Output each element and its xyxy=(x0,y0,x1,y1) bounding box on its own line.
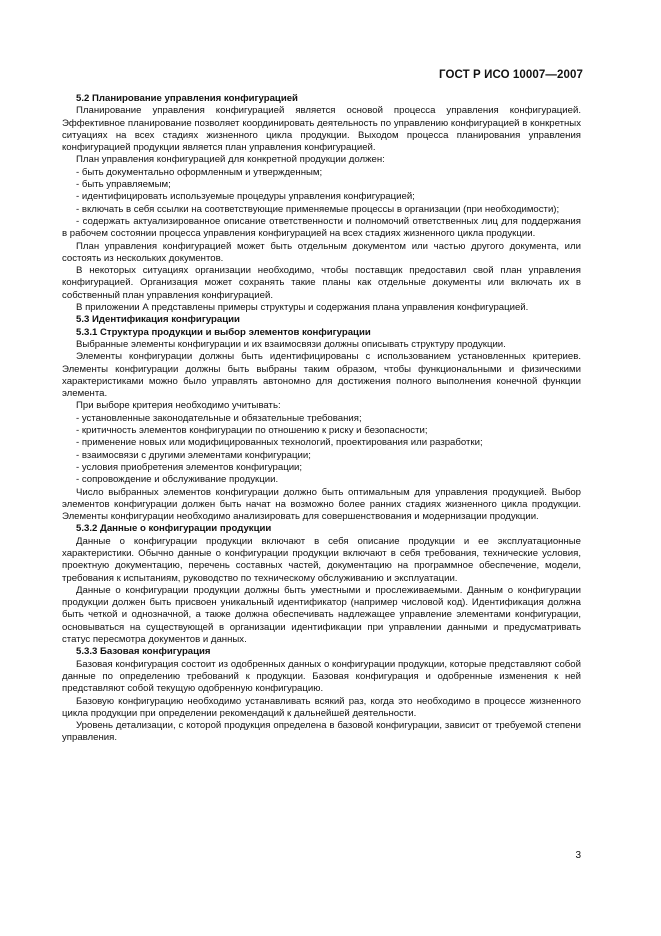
paragraph: - критичность элементов конфигурации по отношению к риску и безопасности; xyxy=(76,425,428,437)
paragraph: - быть управляемым; xyxy=(76,179,171,191)
paragraph: - включать в себя ссылки на соответствующие применяемые процессы в организации (при необходимости); xyxy=(76,203,560,215)
document-code: ГОСТ Р ИСО 10007—2007 xyxy=(438,69,583,81)
section-heading: 5.3.1 Структура продукции и выбор элементов конфигурации xyxy=(76,326,371,338)
paragraph: - быть документально оформленным и утвержденным; xyxy=(76,166,323,178)
section-heading: 5.3.2 Данные о конфигурации продукции xyxy=(76,523,272,535)
paragraph: Уровень детализации, с которой продукция определена в базовой конфигурации, зависит от требуемой степени управления. xyxy=(62,720,581,744)
page-number: 3 xyxy=(575,850,581,861)
paragraph: Данные о конфигурации продукции должны быть уместными и прослеживаемыми. Данным о конфигурации продукции должен быть присвоен уникальный идентификатор (например числовой код). Идентификация должна быть четкой и однозначной, а также должна обеспечивать надлежащее управление элементами конфигурации, основываться на существующей в организации идентификации при управлении данными и предусматривать статус пересмотра документов и данных. xyxy=(62,584,581,646)
paragraph: - установленные законодательные и обязательные требования; xyxy=(76,412,362,424)
paragraph: Базовую конфигурацию необходимо устанавливать всякий раз, когда это необходимо в процессе жизненного цикла продукции при определении рекомендаций к дальнейшей деятельности. xyxy=(62,695,581,719)
paragraph: При выборе критерия необходимо учитывать: xyxy=(76,400,281,412)
paragraph: - содержать актуализированное описание ответственности и полномочий ответственных лиц для поддержания в рабочем состоянии процесса управления конфигурацией на всех стадиях жизненного цикла продукции. xyxy=(62,215,581,240)
paragraph: Планирование управления конфигурацией является основой процесса управления конфигурацией. Эффективное планирование позволяет координировать деятельность по управлению конфигурацией в конкретных ситуациях на всех стадиях жизненного цикла продукции. Выходом процесса планирования управления конфигурацией продукции является план управления конфигурацией. xyxy=(62,105,581,154)
paragraph: - взаимосвязи с другими элементами конфигурации; xyxy=(76,449,311,461)
paragraph: - сопровождение и обслуживание продукции. xyxy=(76,474,279,486)
paragraph: Элементы конфигурации должны быть идентифицированы с использованием установленных критериев. Элементы конфигурации должны быть выбраны таким образом, чтобы функциональными и физическими характеристиками можно было управлять автономно для достижения полного выполнения конечной функции элемента. xyxy=(62,351,581,400)
document-body xyxy=(62,93,581,745)
paragraph: - применение новых или модифицированных технологий, проектирования или разработки; xyxy=(76,437,483,449)
paragraph: Базовая конфигурация состоит из одобренных данных о конфигурации продукции, которые представляют собой данные по определению требований к продукции. Базовая конфигурация и одобренные изменения к ней представляют собой текущую одобренную конфигурацию. xyxy=(62,658,581,695)
paragraph: Данные о конфигурации продукции включают в себя описание продукции и ее эксплуатационные характеристики. Обычно данные о конфигурации продукции включают в себя требования, технические условия, проектную документацию, перечень составных частей, документацию на программное обеспечение, модели, требования к испытаниям, руководство по техническому обслуживанию и эксплуатации. xyxy=(62,535,581,584)
paragraph: План управления конфигурацией для конкретной продукции должен: xyxy=(76,154,385,166)
paragraph: - условия приобретения элементов конфигурации; xyxy=(76,461,303,473)
paragraph: В некоторых ситуациях организации необходимо, чтобы поставщик предоставил свой план управления конфигурацией. Организация может сохранять такие планы как отдельные документы или включать их в собственный план управления конфигурацией. xyxy=(62,265,581,301)
paragraph: План управления конфигурацией может быть отдельным документом или частью другого документа, или состоять из нескольких документов. xyxy=(62,240,581,264)
section-heading: 5.3.3 Базовая конфигурация xyxy=(76,646,211,658)
paragraph: - идентифицировать используемые процедуры управления конфигурацией; xyxy=(76,191,415,203)
section-heading: 5.3 Идентификация конфигурации xyxy=(76,314,240,326)
paragraph: В приложении А представлены примеры структуры и содержания плана управления конфигурацией. xyxy=(76,302,529,314)
section-heading: 5.2 Планирование управления конфигурацией xyxy=(76,93,298,104)
paragraph: Число выбранных элементов конфигурации должно быть оптимальным для управления продукцией. Выбор элементов конфигурации должен быть начат на возможно более ранних стадиях жизненного цикла продукции. Элементы конфигурации необходимо анализировать для совершенствования и модернизации продукции. xyxy=(62,486,581,523)
paragraph: Выбранные элементы конфигурации и их взаимосвязи должны описывать структуру продукции. xyxy=(76,338,506,350)
